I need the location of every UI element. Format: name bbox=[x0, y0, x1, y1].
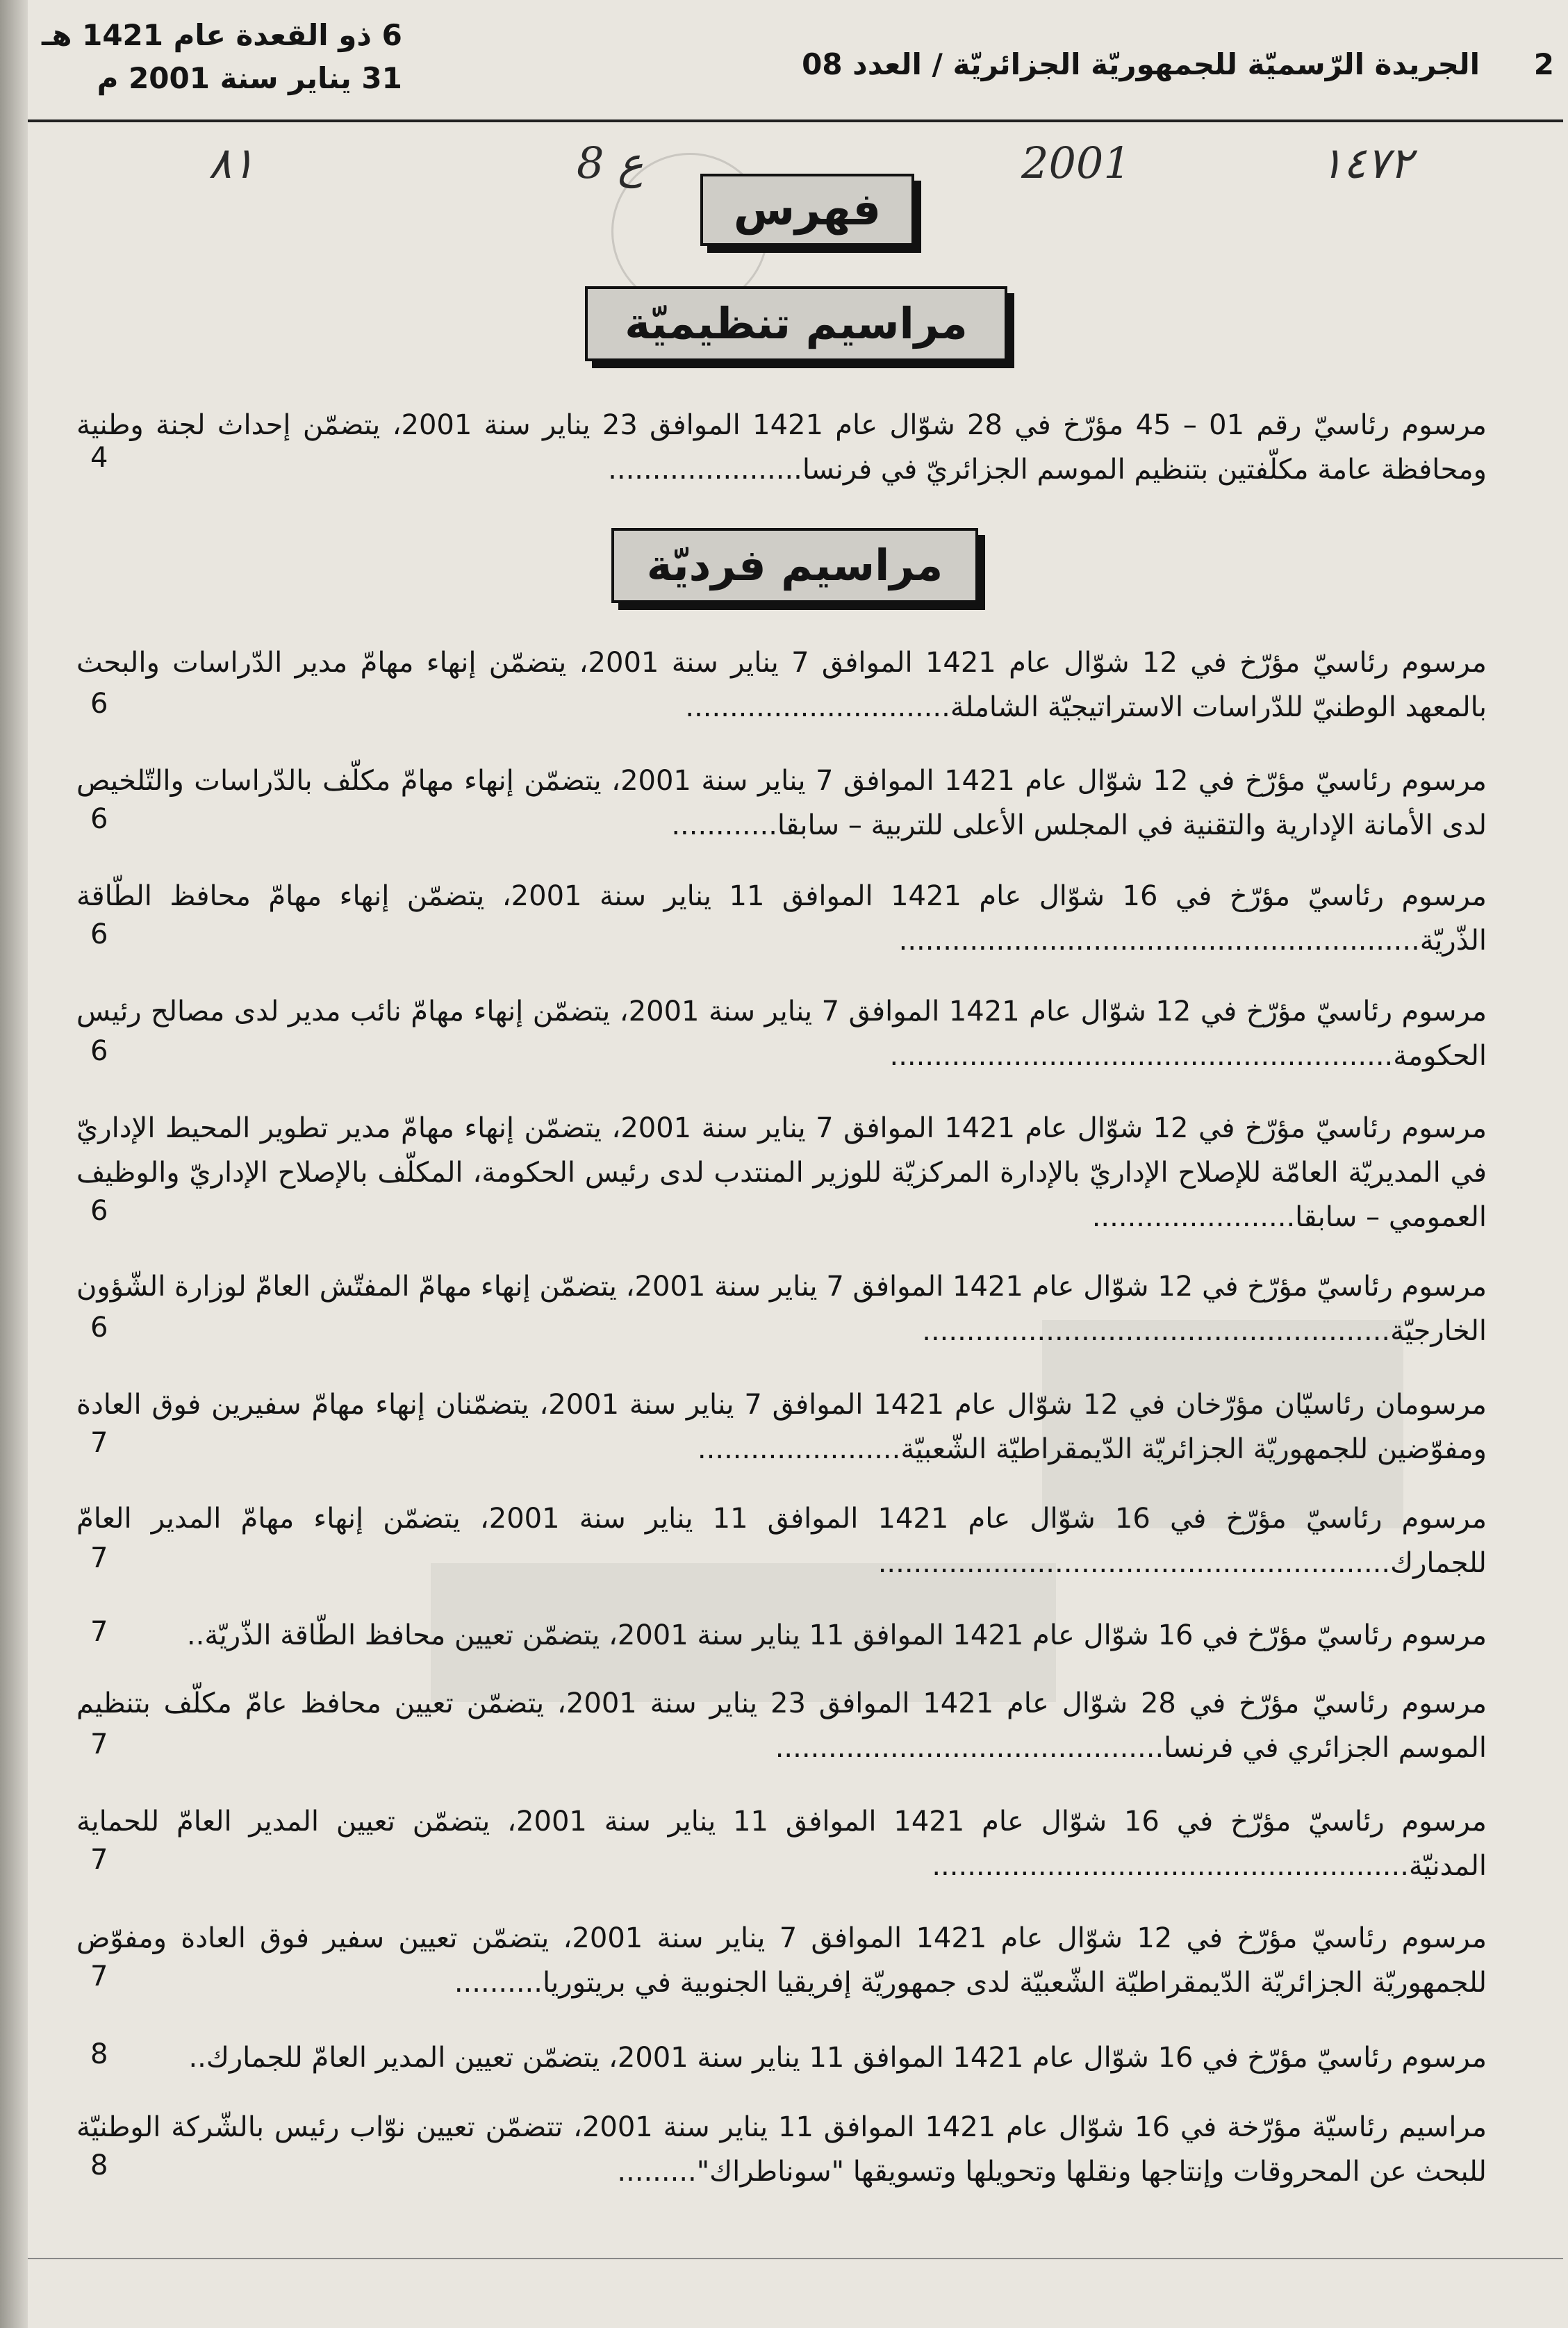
entry-page-number: 6 bbox=[90, 918, 108, 950]
page-header bbox=[28, 14, 1556, 118]
entry-page-number: 7 bbox=[90, 1960, 108, 1992]
entry-page-number: 6 bbox=[90, 803, 108, 835]
entry-page-number: 7 bbox=[90, 1728, 108, 1760]
section-individual-title: مراسيم فرديّة bbox=[646, 540, 943, 591]
entry-page-number: 7 bbox=[90, 1427, 108, 1459]
entry-page-number: 6 bbox=[90, 1035, 108, 1067]
header-date-hijri: 6 ذو القعدة عام 1421 هـ bbox=[42, 18, 402, 52]
index-entry bbox=[76, 641, 1487, 729]
index-entry bbox=[76, 989, 1487, 1078]
entry-page-number: 6 bbox=[90, 688, 108, 720]
entry-page-number: 7 bbox=[90, 1844, 108, 1876]
handwritten-mark: 2001 bbox=[1021, 138, 1131, 188]
entry-text: مرسوم رئاسيّ مؤرّخ في 16 شوّال عام 1421 الموافق 11 يناير سنة 2001، يتضمّن تعيين المدير العامّ للجمارك.. bbox=[188, 2042, 1487, 2074]
index-entry bbox=[76, 1613, 1487, 1658]
entry-page-number: 4 bbox=[90, 442, 108, 474]
index-entry bbox=[76, 759, 1487, 848]
entry-text: مرسوم رئاسيّ مؤرّخ في 28 شوّال عام 1421 الموافق 23 يناير سنة 2001، يتضمّن تعيين محافظ عامّ مكلّف بتنظيم الموسم الجزائري في فرنسا............................................ bbox=[76, 1687, 1487, 1764]
section-regulatory-title: مراسيم تنظيميّة bbox=[625, 298, 968, 349]
handwritten-mark: ٨١ bbox=[208, 138, 255, 188]
entry-text: مرسوم رئاسيّ مؤرّخ في 16 شوّال عام 1421 الموافق 11 يناير سنة 2001، يتضمّن إنهاء مهامّ محافظ الطّاقة الذّريّة........................................................... bbox=[76, 880, 1487, 957]
entry-page-number: 8 bbox=[90, 2149, 108, 2181]
index-entry bbox=[76, 1382, 1487, 1471]
index-entry bbox=[76, 1681, 1487, 1770]
index-entry bbox=[76, 1799, 1487, 1888]
index-entry bbox=[76, 2105, 1487, 2194]
section-regulatory-box bbox=[585, 286, 1007, 361]
entry-text: مرسوم رئاسيّ مؤرّخ في 16 شوّال عام 1421 الموافق 11 يناير سنة 2001، يتضمّن إنهاء مهامّ المدير العامّ للجمارك.......................................................... bbox=[76, 1503, 1487, 1579]
entry-page-number: 8 bbox=[90, 2038, 108, 2070]
header-dates bbox=[42, 14, 402, 100]
entry-text: مرسوم رئاسيّ مؤرّخ في 12 شوّال عام 1421 الموافق 7 يناير سنة 2001، يتضمّن تعيين سفير فوق العادة ومفوّض للجمهوريّة الجزائريّة الدّيمقراطيّة الشّعبيّة لدى جمهوريّة إفريقيا الجنوبية في بريتوريا.......... bbox=[76, 1922, 1487, 1999]
entry-text: مرسوم رئاسيّ مؤرّخ في 12 شوّال عام 1421 الموافق 7 يناير سنة 2001، يتضمّن إنهاء مهامّ مكلّف بالدّراسات والتّلخيص لدى الأمانة الإدارية والتقنية في المجلس الأعلى للتربية – سابقا............ bbox=[76, 765, 1487, 841]
index-entry bbox=[76, 1916, 1487, 2005]
entry-text: مرسوم رئاسيّ مؤرّخ في 16 شوّال عام 1421 الموافق 11 يناير سنة 2001، يتضمّن تعيين محافظ الطّاقة الذّريّة.. bbox=[186, 1619, 1487, 1651]
header-title: الجريدة الرّسميّة للجمهوريّة الجزائريّة / العدد 08 bbox=[802, 47, 1480, 81]
handwritten-mark: ١٤٧٢ bbox=[1320, 138, 1413, 188]
entry-text: مراسيم رئاسيّة مؤرّخة في 16 شوّال عام 1421 الموافق 11 يناير سنة 2001، تتضمّن تعيين نوّاب رئيس بالشّركة الوطنيّة للبحث عن المحروقات وإنتاجها ونقلها وتحويلها وتسويقها "سوناطراك"......... bbox=[76, 2111, 1487, 2188]
section-individual-box bbox=[611, 528, 978, 603]
index-entry bbox=[76, 1496, 1487, 1585]
index-entry bbox=[76, 1106, 1487, 1239]
index-entry bbox=[76, 2036, 1487, 2080]
entry-text: مرسومان رئاسيّان مؤرّخان في 12 شوّال عام 1421 الموافق 7 يناير سنة 2001، يتضمّنان إنهاء مهامّ سفيرين فوق العادة ومفوّضين للجمهوريّة الجزائريّة الدّيمقراطيّة الشّعبيّة....................... bbox=[76, 1389, 1487, 1465]
entry-page-number: 7 bbox=[90, 1616, 108, 1648]
entry-text: مرسوم رئاسيّ مؤرّخ في 12 شوّال عام 1421 الموافق 7 يناير سنة 2001، يتضمّن إنهاء مهامّ نائب مدير لدى مصالح رئيس الحكومة......................................................... bbox=[76, 996, 1487, 1072]
scan-edge-shadow bbox=[0, 0, 28, 2328]
header-rule bbox=[28, 119, 1563, 122]
entry-page-number: 6 bbox=[90, 1195, 108, 1227]
entry-text: مرسوم رئاسيّ مؤرّخ في 12 شوّال عام 1421 الموافق 7 يناير سنة 2001، يتضمّن إنهاء مهامّ مدير الدّراسات والبحث بالمعهد الوطنيّ للدّراسات الاستراتيجيّة الشاملة.............................. bbox=[76, 647, 1487, 723]
footer-rule bbox=[28, 2258, 1563, 2259]
index-entry bbox=[76, 1264, 1487, 1353]
entry-text: مرسوم رئاسيّ مؤرّخ في 12 شوّال عام 1421 الموافق 7 يناير سنة 2001، يتضمّن إنهاء مهامّ المفتّش العامّ لوزارة الشّؤون الخارجيّة..................................................... bbox=[76, 1271, 1487, 1347]
entry-page-number: 7 bbox=[90, 1542, 108, 1574]
index-entry bbox=[76, 403, 1487, 492]
index-entry bbox=[76, 874, 1487, 963]
entry-page-number: 6 bbox=[90, 1312, 108, 1344]
entry-text: مرسوم رئاسيّ مؤرّخ في 16 شوّال عام 1421 الموافق 11 يناير سنة 2001، يتضمّن تعيين المدير العامّ للحماية المدنيّة...................................................... bbox=[76, 1806, 1487, 1882]
entry-text: مرسوم رئاسيّ مؤرّخ في 12 شوّال عام 1421 الموافق 7 يناير سنة 2001، يتضمّن إنهاء مهامّ مدير تطوير المحيط الإداريّ في المديريّة العامّة للإصلاح الإداريّ بالإدارة المركزيّة للوزير المنتدب لدى رئيس الحكومة، المكلّف بالإصلاح الإداريّ والوظيف العمومي – سابقا....................... bbox=[76, 1112, 1487, 1233]
index-title-box bbox=[700, 174, 914, 246]
header-page-number: 2 bbox=[1533, 47, 1554, 81]
header-date-gregorian: 31 يناير سنة 2001 م bbox=[97, 61, 402, 95]
index-title: فهرس bbox=[733, 184, 882, 236]
handwritten-mark: 8 ع bbox=[577, 138, 644, 188]
entry-text: مرسوم رئاسيّ رقم 01 – 45 مؤرّخ في 28 شوّال عام 1421 الموافق 23 يناير سنة 2001، يتضمّن إحداث لجنة وطنية ومحافظة عامة مكلّفتين بتنظيم الموسم الجزائريّ في فرنسا...................... bbox=[76, 409, 1487, 486]
